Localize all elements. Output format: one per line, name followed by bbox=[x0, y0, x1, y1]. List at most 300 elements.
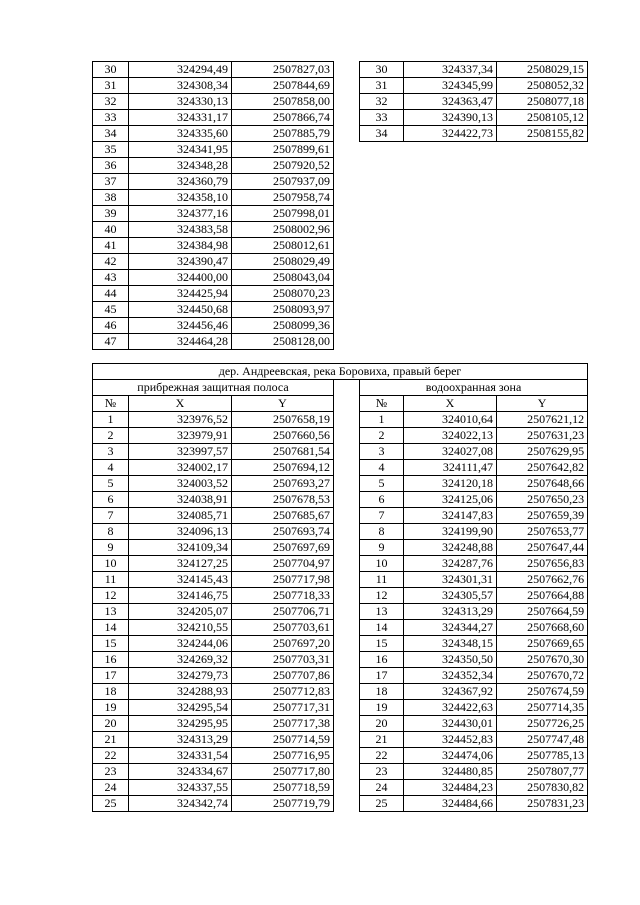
coord-y: 2507714,59 bbox=[232, 732, 334, 748]
coord-x: 324145,43 bbox=[129, 572, 232, 588]
coord-x: 324313,29 bbox=[129, 732, 232, 748]
table-row bbox=[93, 190, 334, 206]
point-number: 2 bbox=[93, 428, 129, 444]
point-number: 34 bbox=[360, 126, 404, 142]
table-row bbox=[93, 748, 588, 764]
section-title-row bbox=[93, 364, 588, 380]
coord-x: 324287,76 bbox=[404, 556, 497, 572]
point-number: 12 bbox=[93, 588, 129, 604]
point-number: 10 bbox=[360, 556, 404, 572]
point-number: 31 bbox=[93, 78, 129, 94]
coord-y: 2507659,39 bbox=[497, 508, 588, 524]
point-number: 24 bbox=[360, 780, 404, 796]
point-number: 45 bbox=[93, 302, 129, 318]
column-gap bbox=[334, 684, 360, 700]
table-row bbox=[93, 796, 588, 812]
point-number: 23 bbox=[93, 764, 129, 780]
point-number: 16 bbox=[360, 652, 404, 668]
coord-x: 324480,85 bbox=[404, 764, 497, 780]
coord-x: 324146,75 bbox=[129, 588, 232, 604]
point-number: 15 bbox=[360, 636, 404, 652]
coord-x: 324027,08 bbox=[404, 444, 497, 460]
coord-y: 2508043,04 bbox=[232, 270, 334, 286]
coord-x: 324456,46 bbox=[129, 318, 232, 334]
coord-y: 2507937,09 bbox=[232, 174, 334, 190]
point-number: 20 bbox=[93, 716, 129, 732]
coord-x: 323976,52 bbox=[129, 412, 232, 428]
coord-y: 2508012,61 bbox=[232, 238, 334, 254]
table-row bbox=[93, 476, 588, 492]
coord-y: 2507827,03 bbox=[232, 62, 334, 78]
column-gap bbox=[334, 748, 360, 764]
table-row bbox=[93, 412, 588, 428]
table-row bbox=[93, 444, 588, 460]
coord-y: 2507674,59 bbox=[497, 684, 588, 700]
table-row bbox=[93, 636, 588, 652]
coord-x: 324350,50 bbox=[404, 652, 497, 668]
coord-y: 2507668,60 bbox=[497, 620, 588, 636]
point-number: 3 bbox=[93, 444, 129, 460]
coord-x: 324085,71 bbox=[129, 508, 232, 524]
point-number: 32 bbox=[360, 94, 404, 110]
point-number: 22 bbox=[93, 748, 129, 764]
coord-x: 324305,57 bbox=[404, 588, 497, 604]
column-gap bbox=[334, 428, 360, 444]
point-number: 21 bbox=[93, 732, 129, 748]
point-number: 44 bbox=[93, 286, 129, 302]
table-row bbox=[93, 238, 334, 254]
coord-x: 324464,28 bbox=[129, 334, 232, 350]
point-number: 3 bbox=[360, 444, 404, 460]
point-number: 13 bbox=[93, 604, 129, 620]
coord-x: 324383,58 bbox=[129, 222, 232, 238]
table-row bbox=[93, 780, 588, 796]
coord-x: 324430,01 bbox=[404, 716, 497, 732]
table-row bbox=[93, 572, 588, 588]
point-number: 19 bbox=[93, 700, 129, 716]
coord-x: 324022,13 bbox=[404, 428, 497, 444]
table-row bbox=[93, 78, 334, 94]
column-gap bbox=[334, 492, 360, 508]
coord-y: 2507658,19 bbox=[232, 412, 334, 428]
coord-y: 2507830,82 bbox=[497, 780, 588, 796]
point-number: 37 bbox=[93, 174, 129, 190]
coord-y: 2508155,82 bbox=[497, 126, 588, 142]
coord-y: 2507747,48 bbox=[497, 732, 588, 748]
coord-x: 324331,17 bbox=[129, 110, 232, 126]
table-row bbox=[360, 62, 588, 78]
coord-x: 324244,06 bbox=[129, 636, 232, 652]
coord-x: 324210,55 bbox=[129, 620, 232, 636]
coord-y: 2508002,96 bbox=[232, 222, 334, 238]
coord-y: 2507697,20 bbox=[232, 636, 334, 652]
coord-x: 324358,10 bbox=[129, 190, 232, 206]
point-number: 9 bbox=[360, 540, 404, 556]
column-gap bbox=[334, 716, 360, 732]
coord-y: 2507648,66 bbox=[497, 476, 588, 492]
left-col-y-header: Y bbox=[232, 396, 334, 412]
column-gap bbox=[334, 508, 360, 524]
table-row bbox=[93, 286, 334, 302]
coord-x: 324295,95 bbox=[129, 716, 232, 732]
column-gap bbox=[334, 556, 360, 572]
table-row bbox=[93, 556, 588, 572]
coord-y: 2507664,88 bbox=[497, 588, 588, 604]
coord-x: 324294,49 bbox=[129, 62, 232, 78]
point-number: 10 bbox=[93, 556, 129, 572]
point-number: 2 bbox=[360, 428, 404, 444]
column-gap bbox=[334, 380, 360, 396]
coord-y: 2507716,95 bbox=[232, 748, 334, 764]
column-gap bbox=[334, 476, 360, 492]
right-col-no-header: № bbox=[360, 396, 404, 412]
table-row bbox=[93, 126, 334, 142]
point-number: 1 bbox=[360, 412, 404, 428]
point-number: 47 bbox=[93, 334, 129, 350]
left-col-no-header: № bbox=[93, 396, 129, 412]
right-col-y-header: Y bbox=[497, 396, 588, 412]
point-number: 8 bbox=[360, 524, 404, 540]
point-number: 41 bbox=[93, 238, 129, 254]
point-number: 4 bbox=[93, 460, 129, 476]
point-number: 20 bbox=[360, 716, 404, 732]
table-row bbox=[93, 222, 334, 238]
point-number: 17 bbox=[360, 668, 404, 684]
column-gap bbox=[334, 620, 360, 636]
coord-x: 324288,93 bbox=[129, 684, 232, 700]
point-number: 18 bbox=[93, 684, 129, 700]
point-number: 8 bbox=[93, 524, 129, 540]
point-number: 5 bbox=[360, 476, 404, 492]
left-zone-title: прибрежная защитная полоса bbox=[93, 380, 334, 396]
coord-y: 2507650,23 bbox=[497, 492, 588, 508]
coord-x: 324452,83 bbox=[404, 732, 497, 748]
point-number: 43 bbox=[93, 270, 129, 286]
coord-x: 324422,73 bbox=[404, 126, 497, 142]
coord-y: 2508105,12 bbox=[497, 110, 588, 126]
column-gap bbox=[334, 572, 360, 588]
coord-y: 2507885,79 bbox=[232, 126, 334, 142]
point-number: 33 bbox=[93, 110, 129, 126]
coord-x: 324390,47 bbox=[129, 254, 232, 270]
coord-x: 324474,06 bbox=[404, 748, 497, 764]
coord-x: 324348,15 bbox=[404, 636, 497, 652]
table-row bbox=[93, 174, 334, 190]
point-number: 46 bbox=[93, 318, 129, 334]
coord-x: 324038,91 bbox=[129, 492, 232, 508]
coord-y: 2507719,79 bbox=[232, 796, 334, 812]
coord-y: 2507642,82 bbox=[497, 460, 588, 476]
coord-y: 2508128,00 bbox=[232, 334, 334, 350]
coord-y: 2507958,74 bbox=[232, 190, 334, 206]
coord-y: 2507704,97 bbox=[232, 556, 334, 572]
point-number: 1 bbox=[93, 412, 129, 428]
point-number: 30 bbox=[93, 62, 129, 78]
table-row bbox=[93, 142, 334, 158]
coord-y: 2508077,18 bbox=[497, 94, 588, 110]
coord-x: 324344,27 bbox=[404, 620, 497, 636]
table-row bbox=[360, 126, 588, 142]
coord-y: 2507703,61 bbox=[232, 620, 334, 636]
coord-y: 2507726,25 bbox=[497, 716, 588, 732]
coord-x: 324199,90 bbox=[404, 524, 497, 540]
table-row bbox=[93, 460, 588, 476]
point-number: 14 bbox=[93, 620, 129, 636]
point-number: 9 bbox=[93, 540, 129, 556]
column-gap bbox=[334, 780, 360, 796]
point-number: 12 bbox=[360, 588, 404, 604]
table-row bbox=[93, 716, 588, 732]
coord-x: 324269,32 bbox=[129, 652, 232, 668]
table-row bbox=[93, 318, 334, 334]
coord-x: 324111,47 bbox=[404, 460, 497, 476]
coord-y: 2508052,32 bbox=[497, 78, 588, 94]
coord-x: 324109,34 bbox=[129, 540, 232, 556]
coord-y: 2507707,86 bbox=[232, 668, 334, 684]
coord-y: 2507664,59 bbox=[497, 604, 588, 620]
coord-y: 2507660,56 bbox=[232, 428, 334, 444]
coord-y: 2507706,71 bbox=[232, 604, 334, 620]
point-number: 35 bbox=[93, 142, 129, 158]
coord-x: 324330,13 bbox=[129, 94, 232, 110]
coord-y: 2507844,69 bbox=[232, 78, 334, 94]
coord-y: 2507717,80 bbox=[232, 764, 334, 780]
table-row bbox=[93, 492, 588, 508]
coord-x: 324484,66 bbox=[404, 796, 497, 812]
table-row bbox=[93, 540, 588, 556]
right-col-x-header: X bbox=[404, 396, 497, 412]
point-number: 42 bbox=[93, 254, 129, 270]
coord-x: 324331,54 bbox=[129, 748, 232, 764]
coord-x: 323979,91 bbox=[129, 428, 232, 444]
table-row bbox=[93, 604, 588, 620]
point-number: 11 bbox=[360, 572, 404, 588]
coord-y: 2507670,72 bbox=[497, 668, 588, 684]
coord-x: 324360,79 bbox=[129, 174, 232, 190]
coord-x: 323997,57 bbox=[129, 444, 232, 460]
column-gap bbox=[334, 636, 360, 652]
coord-x: 324352,34 bbox=[404, 668, 497, 684]
coord-y: 2507899,61 bbox=[232, 142, 334, 158]
coord-x: 324127,25 bbox=[129, 556, 232, 572]
coord-x: 324010,64 bbox=[404, 412, 497, 428]
coord-y: 2507718,59 bbox=[232, 780, 334, 796]
point-number: 13 bbox=[360, 604, 404, 620]
coord-y: 2507785,13 bbox=[497, 748, 588, 764]
table-row bbox=[93, 732, 588, 748]
column-gap bbox=[334, 668, 360, 684]
coord-x: 324337,34 bbox=[404, 62, 497, 78]
coord-y: 2508099,36 bbox=[232, 318, 334, 334]
coord-y: 2507920,52 bbox=[232, 158, 334, 174]
left-col-x-header: X bbox=[129, 396, 232, 412]
coord-x: 324450,68 bbox=[129, 302, 232, 318]
table-row bbox=[93, 62, 334, 78]
coord-x: 324301,31 bbox=[404, 572, 497, 588]
column-gap bbox=[334, 524, 360, 540]
coordinates-table-top-left bbox=[92, 61, 334, 350]
coord-y: 2508093,97 bbox=[232, 302, 334, 318]
point-number: 25 bbox=[93, 796, 129, 812]
coord-x: 324125,06 bbox=[404, 492, 497, 508]
coord-y: 2507662,76 bbox=[497, 572, 588, 588]
coord-x: 324422,63 bbox=[404, 700, 497, 716]
coord-x: 324348,28 bbox=[129, 158, 232, 174]
coord-x: 324342,74 bbox=[129, 796, 232, 812]
right-zone-title: водоохранная зона bbox=[360, 380, 588, 396]
coord-y: 2507858,00 bbox=[232, 94, 334, 110]
coord-x: 324002,17 bbox=[129, 460, 232, 476]
coord-y: 2507717,98 bbox=[232, 572, 334, 588]
table-row bbox=[93, 158, 334, 174]
table-row bbox=[93, 508, 588, 524]
point-number: 16 bbox=[93, 652, 129, 668]
coord-y: 2507629,95 bbox=[497, 444, 588, 460]
table-row bbox=[93, 764, 588, 780]
section-title: дер. Андреевская, река Боровиха, правый берег bbox=[93, 364, 588, 380]
coord-y: 2508070,23 bbox=[232, 286, 334, 302]
column-gap bbox=[334, 604, 360, 620]
point-number: 33 bbox=[360, 110, 404, 126]
column-gap bbox=[334, 588, 360, 604]
column-gap bbox=[334, 764, 360, 780]
point-number: 30 bbox=[360, 62, 404, 78]
point-number: 11 bbox=[93, 572, 129, 588]
column-gap bbox=[334, 444, 360, 460]
table-row bbox=[93, 524, 588, 540]
point-number: 19 bbox=[360, 700, 404, 716]
coord-x: 324363,47 bbox=[404, 94, 497, 110]
coord-x: 324120,18 bbox=[404, 476, 497, 492]
table-row bbox=[93, 334, 334, 350]
coord-y: 2507681,54 bbox=[232, 444, 334, 460]
table-row bbox=[93, 620, 588, 636]
coord-x: 324337,55 bbox=[129, 780, 232, 796]
coord-x: 324295,54 bbox=[129, 700, 232, 716]
coord-y: 2507670,30 bbox=[497, 652, 588, 668]
point-number: 22 bbox=[360, 748, 404, 764]
coord-x: 324279,73 bbox=[129, 668, 232, 684]
coord-x: 324345,99 bbox=[404, 78, 497, 94]
coord-x: 324384,98 bbox=[129, 238, 232, 254]
coord-x: 324334,67 bbox=[129, 764, 232, 780]
coord-y: 2507693,27 bbox=[232, 476, 334, 492]
point-number: 32 bbox=[93, 94, 129, 110]
coord-x: 324147,83 bbox=[404, 508, 497, 524]
coord-x: 324248,88 bbox=[404, 540, 497, 556]
coord-y: 2507621,12 bbox=[497, 412, 588, 428]
coord-y: 2507717,38 bbox=[232, 716, 334, 732]
column-gap bbox=[334, 396, 360, 412]
coordinates-table-andreevskaya bbox=[92, 363, 588, 812]
coord-y: 2507718,33 bbox=[232, 588, 334, 604]
coord-x: 324335,60 bbox=[129, 126, 232, 142]
coord-y: 2507712,83 bbox=[232, 684, 334, 700]
coord-y: 2507653,77 bbox=[497, 524, 588, 540]
point-number: 14 bbox=[360, 620, 404, 636]
coord-x: 324313,29 bbox=[404, 604, 497, 620]
coord-y: 2507714,35 bbox=[497, 700, 588, 716]
coord-y: 2507717,31 bbox=[232, 700, 334, 716]
coord-x: 324096,13 bbox=[129, 524, 232, 540]
coord-y: 2507693,74 bbox=[232, 524, 334, 540]
point-number: 6 bbox=[360, 492, 404, 508]
column-gap bbox=[334, 460, 360, 476]
coord-x: 324390,13 bbox=[404, 110, 497, 126]
coord-x: 324400,00 bbox=[129, 270, 232, 286]
point-number: 17 bbox=[93, 668, 129, 684]
point-number: 36 bbox=[93, 158, 129, 174]
table-row bbox=[93, 684, 588, 700]
point-number: 5 bbox=[93, 476, 129, 492]
point-number: 15 bbox=[93, 636, 129, 652]
coord-x: 324308,34 bbox=[129, 78, 232, 94]
table-row bbox=[93, 700, 588, 716]
column-gap bbox=[334, 796, 360, 812]
table-row bbox=[93, 588, 588, 604]
table-row bbox=[360, 94, 588, 110]
table-row bbox=[93, 270, 334, 286]
point-number: 6 bbox=[93, 492, 129, 508]
point-number: 21 bbox=[360, 732, 404, 748]
coord-x: 324367,92 bbox=[404, 684, 497, 700]
coord-x: 324341,95 bbox=[129, 142, 232, 158]
coord-y: 2507685,67 bbox=[232, 508, 334, 524]
coordinates-table-top-right bbox=[359, 61, 588, 142]
coord-x: 324425,94 bbox=[129, 286, 232, 302]
coord-x: 324205,07 bbox=[129, 604, 232, 620]
table-row bbox=[360, 110, 588, 126]
column-gap bbox=[334, 700, 360, 716]
coord-y: 2508029,49 bbox=[232, 254, 334, 270]
point-number: 25 bbox=[360, 796, 404, 812]
column-gap bbox=[334, 652, 360, 668]
coord-y: 2507807,77 bbox=[497, 764, 588, 780]
point-number: 31 bbox=[360, 78, 404, 94]
coord-x: 324003,52 bbox=[129, 476, 232, 492]
point-number: 4 bbox=[360, 460, 404, 476]
point-number: 34 bbox=[93, 126, 129, 142]
point-number: 39 bbox=[93, 206, 129, 222]
table-row bbox=[93, 652, 588, 668]
table-row bbox=[93, 668, 588, 684]
table-row bbox=[93, 302, 334, 318]
point-number: 7 bbox=[360, 508, 404, 524]
table-row bbox=[93, 254, 334, 270]
table-row bbox=[93, 94, 334, 110]
point-number: 23 bbox=[360, 764, 404, 780]
coord-y: 2507631,23 bbox=[497, 428, 588, 444]
point-number: 7 bbox=[93, 508, 129, 524]
column-header-row bbox=[93, 396, 588, 412]
coord-y: 2507647,44 bbox=[497, 540, 588, 556]
coord-y: 2507694,12 bbox=[232, 460, 334, 476]
coord-x: 324484,23 bbox=[404, 780, 497, 796]
table-row bbox=[93, 428, 588, 444]
coord-y: 2507703,31 bbox=[232, 652, 334, 668]
coord-y: 2507866,74 bbox=[232, 110, 334, 126]
column-gap bbox=[334, 732, 360, 748]
table-row bbox=[360, 78, 588, 94]
coord-x: 324377,16 bbox=[129, 206, 232, 222]
coord-y: 2508029,15 bbox=[497, 62, 588, 78]
column-gap bbox=[334, 412, 360, 428]
point-number: 40 bbox=[93, 222, 129, 238]
coord-y: 2507697,69 bbox=[232, 540, 334, 556]
coord-y: 2507831,23 bbox=[497, 796, 588, 812]
table-row bbox=[93, 110, 334, 126]
point-number: 18 bbox=[360, 684, 404, 700]
